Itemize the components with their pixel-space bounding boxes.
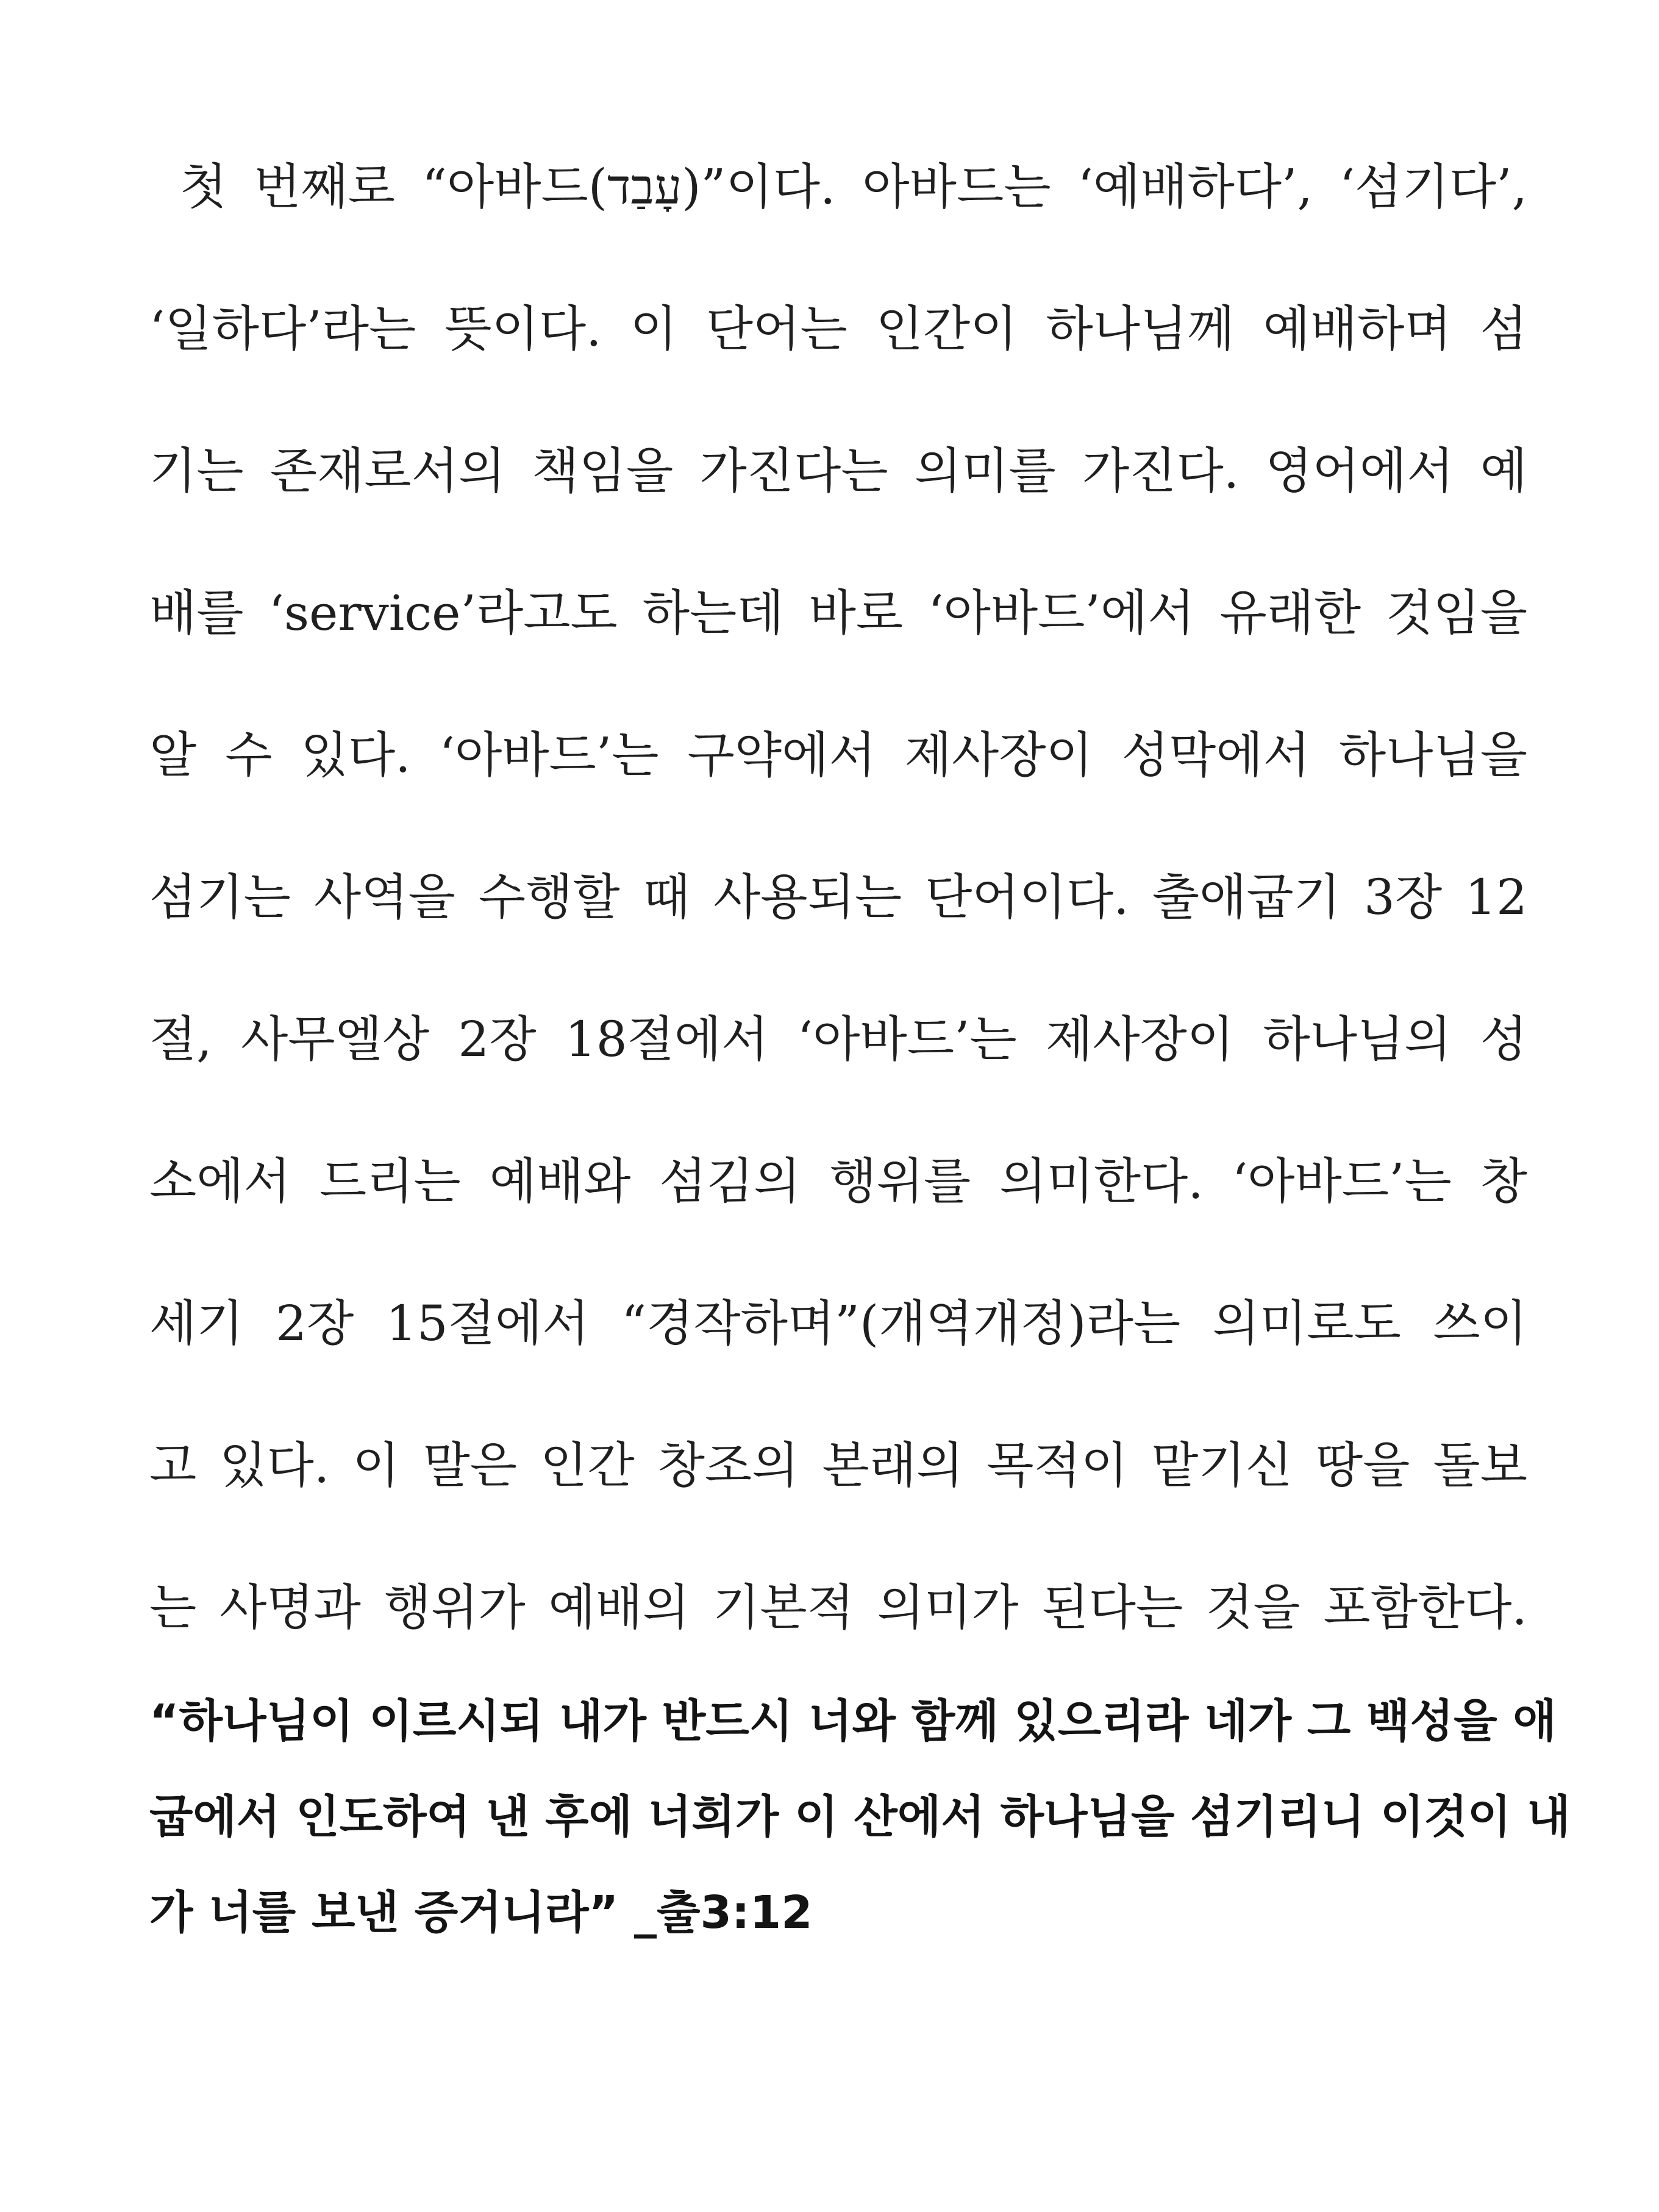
paragraph-line: 기는 존재로서의 책임을 가진다는 의미를 가진다. 영어에서 예 [149,443,1527,499]
paragraph-line: 배를 ‘service’라고도 하는데 바로 ‘아바드’에서 유래한 것임을 [149,585,1527,641]
body-paragraph [149,116,1527,1679]
quote-line: “하나님이 이르시되 내가 반드시 너와 함께 있으리라 네가 그 백성을 애 [149,1695,1557,1747]
paragraph-line: 고 있다. 이 말은 인간 창조의 본래의 목적이 맡기신 땅을 돌보 [149,1437,1527,1494]
paragraph-line: 섬기는 사역을 수행할 때 사용되는 단어이다. 출애굽기 3장 12 [149,869,1527,926]
paragraph-line: ‘일하다’라는 뜻이다. 이 단어는 인간이 하나님께 예배하며 섬 [149,301,1527,357]
quote-line-citation: 가 너를 보낸 증거니라” _출3:12 [149,1886,813,1939]
quote-line: 굽에서 인도하여 낸 후에 너희가 이 산에서 하나님을 섬기리니 이것이 내 [149,1791,1571,1843]
paragraph-line: 절, 사무엘상 2장 18절에서 ‘아바드’는 제사장이 하나님의 성 [149,1011,1527,1068]
paragraph-line: 는 사명과 행위가 예배의 기본적 의미가 된다는 것을 포함한다. [149,1579,1527,1636]
paragraph-line: 소에서 드리는 예배와 섬김의 행위를 의미한다. ‘아바드’는 창 [149,1153,1527,1210]
paragraph-line: 첫 번째로 “아바드(עָבַד)”이다. 아바드는 ‘예배하다’, ‘섬기다’, [180,159,1527,215]
paragraph-line: 알 수 있다. ‘아바드’는 구약에서 제사장이 성막에서 하나님을 [149,727,1527,783]
scripture-quote [149,1674,1571,1961]
paragraph-line: 세기 2장 15절에서 “경작하며”(개역개정)라는 의미로도 쓰이 [149,1295,1527,1352]
